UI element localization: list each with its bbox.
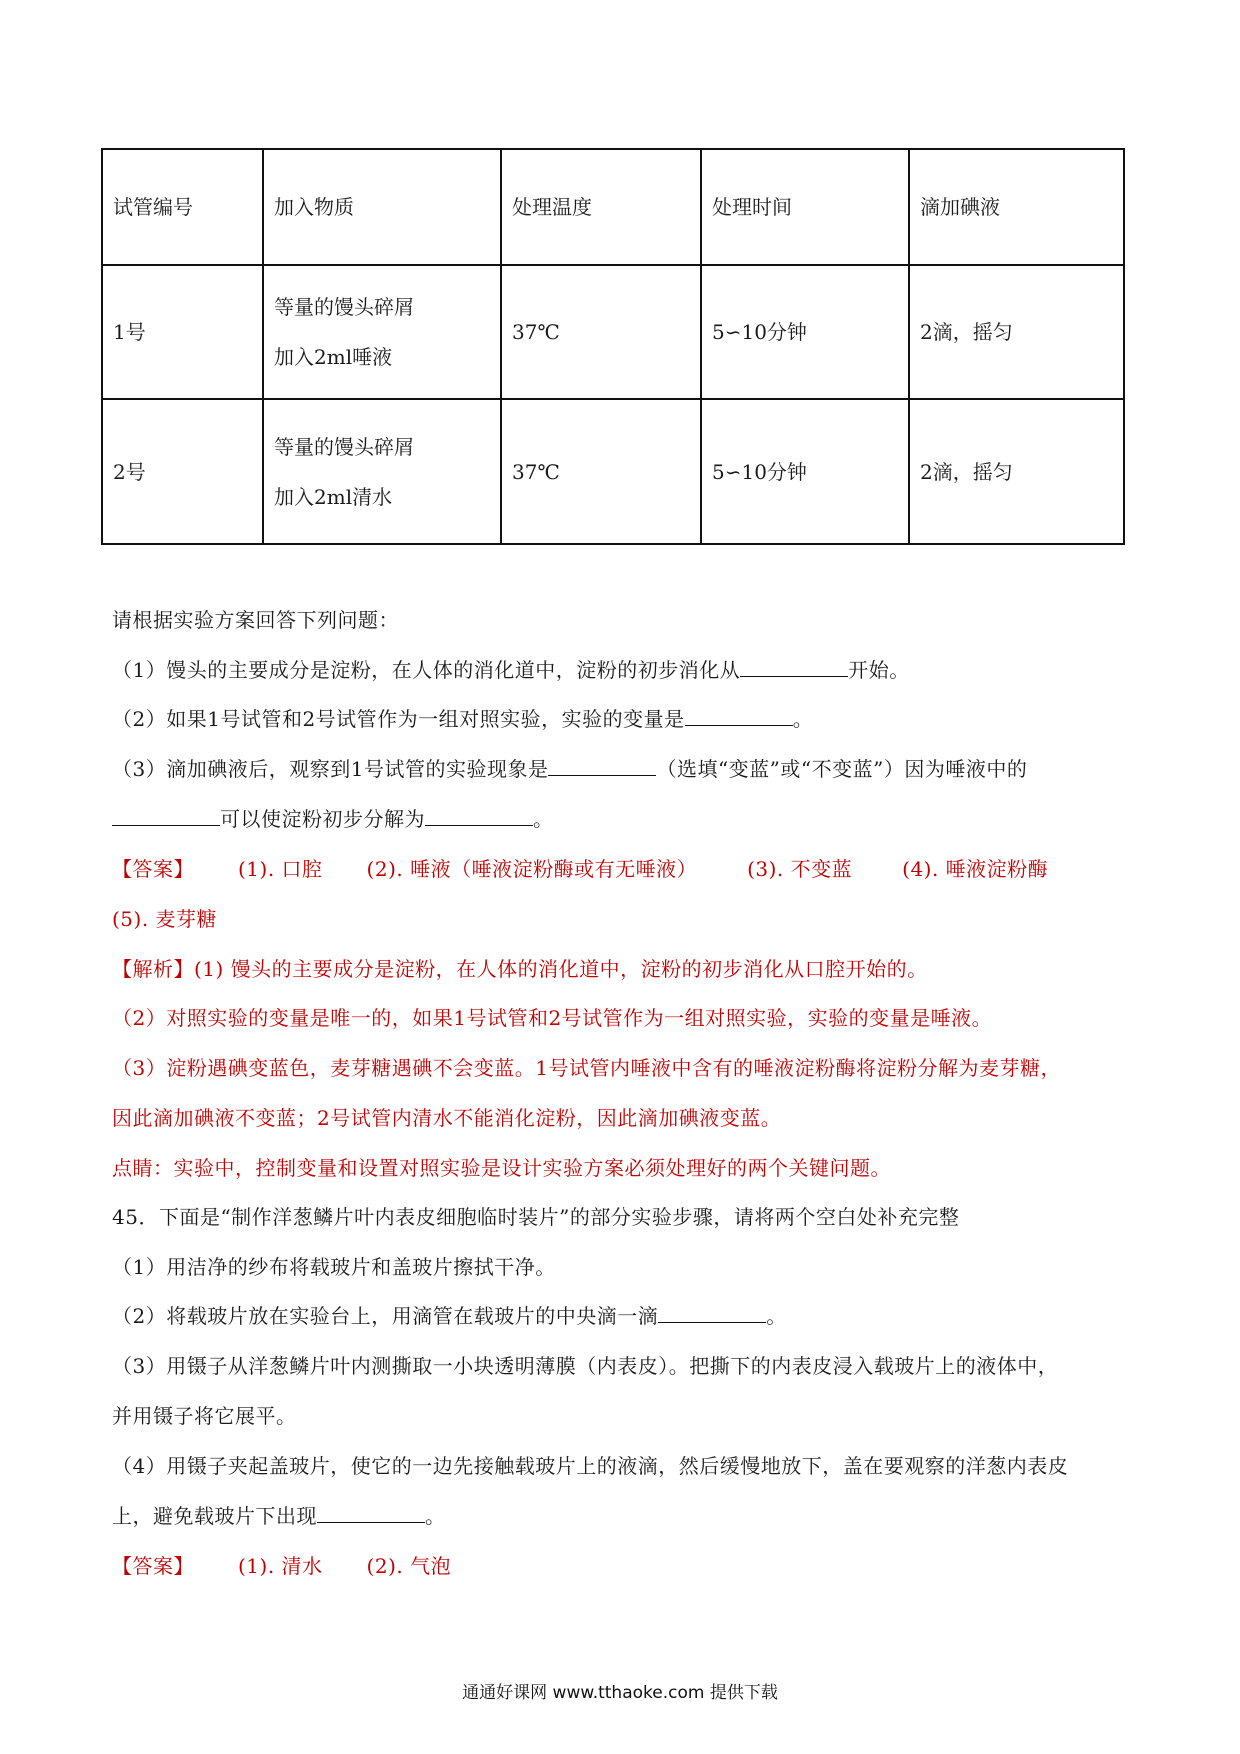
answer-line [112, 1550, 451, 1579]
tube-number-cell: 2号 [102, 399, 263, 544]
answer-tag: 【答案】 [112, 1554, 194, 1578]
analysis-line: （2）对照实验的变量是唯一的，如果1号试管和2号试管作为一组对照实验，实验的变量是唾液。 [112, 1006, 993, 1030]
step-2 [112, 1300, 787, 1329]
iodine-cell: 2滴，摇匀 [909, 265, 1124, 399]
question-text: （1）馒头的主要成分是淀粉，在人体的消化道中，淀粉的初步消化从 [112, 658, 741, 682]
substance-cell [263, 265, 501, 399]
experiment-table [101, 148, 1125, 545]
temperature-cell: 37℃ [501, 399, 701, 544]
substance-line: 加入2ml清水 [274, 484, 393, 509]
question-text: 可以使淀粉初步分解为 [220, 807, 425, 831]
step-1: （1）用洁净的纱布将载玻片和盖玻片擦拭干净。 [112, 1255, 556, 1279]
answer-item: (3). 不变蓝 [747, 857, 853, 881]
substance-line: 等量的馒头碎屑 [274, 434, 414, 459]
question-text: 。 [533, 807, 554, 831]
iodine-cell: 2滴，摇匀 [909, 399, 1124, 544]
question-text: （3）滴加碘液后，观察到1号试管的实验现象是 [112, 757, 549, 781]
answer-line [112, 853, 1048, 882]
question-text: 开始。 [848, 658, 910, 682]
step-text: 。 [425, 1504, 446, 1528]
time-cell: 5∽10分钟 [701, 265, 909, 399]
step-text: 上，避免载玻片下出现 [112, 1504, 317, 1528]
question-3-continued [112, 803, 554, 832]
tube-number-cell: 1号 [102, 265, 263, 399]
answer-line: (5). 麦芽糖 [112, 907, 218, 931]
analysis-line [112, 953, 928, 982]
question-text: 。 [792, 707, 814, 731]
answer-blank [740, 654, 848, 677]
answer-blank [685, 703, 793, 726]
answer-item: (2). 气泡 [366, 1554, 452, 1578]
question-text: （2）如果1号试管和2号试管作为一组对照实验，实验的变量是 [112, 707, 685, 731]
analysis-line: （3）淀粉遇碘变蓝色，麦芽糖遇碘不会变蓝。1号试管内唾液中含有的唾液淀粉酶将淀粉分解为麦芽糖， [112, 1056, 1061, 1080]
question-3 [112, 753, 1027, 782]
analysis-text: (1) 馒头的主要成分是淀粉，在人体的消化道中，淀粉的初步消化从口腔开始的。 [194, 957, 928, 981]
temperature-cell: 37℃ [501, 265, 701, 399]
question-intro: 请根据实验方案回答下列问题： [112, 608, 399, 632]
time-cell: 5∽10分钟 [701, 399, 909, 544]
substance-line: 等量的馒头碎屑 [274, 295, 414, 319]
note-line: 点睛：实验中，控制变量和设置对照实验是设计实验方案必须处理好的两个关键问题。 [112, 1156, 891, 1180]
substance-line: 加入2ml唾液 [274, 345, 393, 369]
step-text: （2）将载玻片放在实验台上，用滴管在载玻片的中央滴一滴 [112, 1304, 659, 1328]
table-header-cell: 处理温度 [501, 149, 701, 265]
analysis-tag: 【解析】 [112, 957, 194, 981]
answer-blank [317, 1500, 425, 1523]
step-4: （4）用镊子夹起盖玻片，使它的一边先接触载玻片上的液滴，然后缓慢地放下，盖在要观察的洋葱内表皮 [112, 1454, 1069, 1478]
table-header-cell: 试管编号 [102, 149, 263, 265]
answer-item: (1). 清水 [238, 1554, 323, 1578]
question-1 [112, 654, 910, 683]
table-row [102, 399, 1124, 544]
page-footer: 通通好课网 www.tthaoke.com 提供下载 [462, 1683, 778, 1703]
answer-item: (2). 唾液（唾液淀粉酶或有无唾液） [366, 857, 698, 881]
question-2 [112, 703, 813, 732]
answer-tag: 【答案】 [112, 857, 194, 881]
step-3: （3）用镊子从洋葱鳞片叶内测撕取一小块透明薄膜（内表皮）。把撕下的内表皮浸入载玻片上的液体中， [112, 1354, 1059, 1378]
step-3-continued: 并用镊子将它展平。 [112, 1404, 297, 1428]
table-row [102, 265, 1124, 399]
answer-blank [425, 803, 533, 826]
answer-blank [548, 753, 656, 776]
table-header-row [102, 149, 1124, 265]
answer-blank [112, 803, 220, 826]
table-header-cell: 滴加碘液 [909, 149, 1124, 265]
substance-cell [263, 399, 501, 544]
step-4-continued [112, 1500, 446, 1529]
question-45-title: 45．下面是“制作洋葱鳞片叶内表皮细胞临时装片”的部分实验步骤，请将两个空白处补充完整 [112, 1205, 960, 1229]
table-header-cell: 加入物质 [263, 149, 501, 265]
answer-item: (1). 口腔 [238, 857, 323, 881]
table-header-cell: 处理时间 [701, 149, 909, 265]
question-text: （选填“变蓝”或“不变蓝”）因为唾液中的 [656, 757, 1028, 781]
answer-blank [658, 1300, 766, 1323]
analysis-line: 因此滴加碘液不变蓝；2号试管内清水不能消化淀粉，因此滴加碘液变蓝。 [112, 1106, 782, 1130]
step-text: 。 [766, 1304, 787, 1328]
answer-item: (4). 唾液淀粉酶 [902, 857, 1049, 881]
